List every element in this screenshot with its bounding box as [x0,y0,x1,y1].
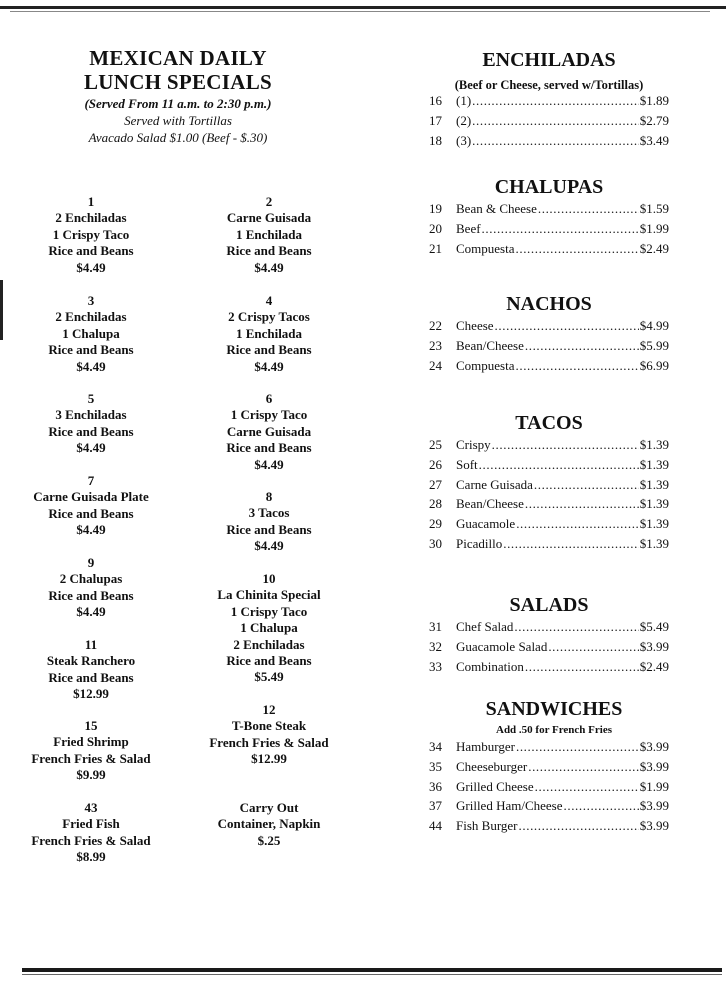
sandwiches-list [429,739,669,838]
combo-line: Rice and Beans [226,653,312,669]
combo-line: 1 Crispy Taco [230,603,308,619]
combo-line: 2 Crispy Tacos [228,309,310,325]
item-price: $1.59 [639,201,669,216]
menu-item [429,201,669,221]
dot-leader [503,536,639,552]
combo-price: $4.49 [254,259,284,275]
menu-item [429,113,669,133]
item-name: Bean/Cheese [456,496,524,512]
dot-leader [516,358,639,374]
combo-3 [22,293,160,375]
dot-leader [548,639,638,655]
combo-line: La Chinita Special [217,587,321,603]
item-name: Hamburger [456,739,515,754]
combo-2 [200,194,338,276]
combo-line: Rice and Beans [226,521,312,537]
dot-leader [516,241,639,257]
bottom-border-rule [22,968,722,972]
item-name: Picadillo [456,535,503,551]
specials-hours: (Served From 11 a.m. to 2:30 p.m.) [84,96,272,111]
enchiladas-subtitle: (Beef or Cheese, served w/Tortillas) [454,78,644,92]
item-name: (2) [456,112,472,128]
menu-item [429,338,669,358]
combo-line: Rice and Beans [48,669,134,685]
specials-served-with: Served with Tortillas [124,113,232,128]
item-number: 44 [429,818,442,834]
item-number: 16 [429,93,442,108]
item-number: 19 [429,201,442,216]
chalupas-title: CHALUPAS [494,176,604,198]
combo-number: 11 [84,637,98,652]
item-price: $1.99 [639,220,669,236]
menu-item [429,818,669,838]
combo-line: Rice and Beans [48,505,134,521]
carry-out-line: Container, Napkin [217,816,321,832]
item-price: $5.49 [639,619,669,634]
combo-15 [14,718,168,784]
item-name: Grilled Ham/Cheese [456,798,563,814]
combo-line: Fried Shrimp [53,734,129,750]
combo-price: $8.99 [76,849,106,865]
menu-item [429,759,669,779]
menu-item [429,639,669,659]
combo-number: 7 [87,473,95,488]
combo-4 [200,293,338,375]
item-number: 23 [429,337,442,353]
item-number: 35 [429,758,442,774]
combo-1 [22,194,160,276]
enchiladas-title: ENCHILADAS [482,49,616,71]
specials-header [30,46,326,146]
item-name: Chef Salad [456,619,514,634]
item-name: Beef [456,220,481,236]
dot-leader [482,221,639,237]
dot-leader [564,798,639,814]
combo-price: $4.49 [76,358,106,374]
combo-line: Fried Fish [62,816,120,832]
dot-leader [519,818,639,834]
dot-leader [525,659,639,675]
item-number: 21 [429,240,442,256]
item-name: Bean/Cheese [456,337,524,353]
combo-line: Rice and Beans [48,587,134,603]
combo-number: 2 [265,194,273,209]
sandwiches-note: Add .50 for French Fries [496,724,612,736]
combo-price: $5.49 [254,669,284,685]
combo-line: 1 Chalupa [62,325,120,341]
combo-line: Steak Ranchero [46,653,136,669]
combo-9 [22,555,160,621]
item-number: 26 [429,456,442,472]
combo-number: 43 [84,800,98,815]
bottom-border-rule-thin [22,974,722,975]
menu-item [429,358,669,378]
menu-item [429,477,669,497]
top-border-rule-thin [10,11,710,12]
item-price: $3.99 [639,638,669,654]
sandwiches-title: SANDWICHES [485,698,623,720]
item-price: $2.49 [639,658,669,674]
combo-line: Rice and Beans [226,243,312,259]
combo-number: 10 [262,571,276,586]
dot-leader [479,457,639,473]
item-name: Combination [456,658,524,674]
item-number: 27 [429,476,442,492]
menu-item [429,798,669,818]
menu-item [429,739,669,759]
item-name: Guacamole [456,516,516,532]
combo-5 [22,391,160,457]
dot-leader [472,113,639,129]
combo-number: 12 [262,702,276,717]
item-name: Soft [456,456,478,472]
menu-item [429,496,669,516]
item-price: $2.79 [639,112,669,128]
carry-out [196,800,342,849]
salads-title: SALADS [509,594,589,616]
item-number: 25 [429,437,442,452]
menu-item [429,93,669,113]
combo-line: French Fries & Salad [209,734,329,750]
item-number: 36 [429,778,442,794]
item-price: $2.49 [639,240,669,256]
item-number: 32 [429,638,442,654]
item-price: $3.99 [639,758,669,774]
menu-item [429,457,669,477]
item-name: Cheeseburger [456,758,528,774]
dot-leader [516,739,639,755]
combo-price: $4.49 [76,522,106,538]
combo-line: French Fries & Salad [31,832,151,848]
item-number: 29 [429,516,442,532]
combo-line: Rice and Beans [48,342,134,358]
item-name: Guacamole Salad [456,638,548,654]
combo-number: 3 [87,293,95,308]
item-number: 22 [429,318,442,333]
combo-line: 2 Enchiladas [233,636,305,652]
combo-number: 9 [87,555,95,570]
combo-number: 4 [265,293,273,308]
dot-leader [534,477,639,493]
item-name: (3) [456,132,472,148]
tacos-list [429,437,669,556]
combo-line: Carne Guisada [226,210,312,226]
item-price: $1.39 [639,456,669,472]
combo-price: $12.99 [73,686,109,702]
dot-leader [528,759,639,775]
combo-price: $4.49 [76,440,106,456]
combo-number: 8 [265,489,273,504]
item-name: Bean & Cheese [456,201,537,216]
menu-item [429,241,669,261]
menu-item [429,779,669,799]
combo-price: $12.99 [251,751,287,767]
item-name: Compuesta [456,357,515,373]
combo-price: $4.49 [254,538,284,554]
dot-leader [495,318,639,334]
nachos-title: NACHOS [506,293,592,315]
item-price: $4.99 [639,318,669,333]
menu-item [429,659,669,679]
combo-price: $4.49 [76,259,106,275]
item-name: Grilled Cheese [456,778,534,794]
dot-leader [535,779,639,795]
salads-list [429,619,669,678]
item-name: (1) [456,93,472,108]
nachos-list [429,318,669,377]
combo-number: 1 [87,194,95,209]
combo-line: 1 Crispy Taco [230,407,308,423]
combo-7 [14,473,168,539]
combo-11 [22,637,160,703]
item-price: $3.99 [639,798,669,814]
combo-line: 1 Enchilada [235,226,303,242]
item-number: 24 [429,357,442,373]
specials-title-line1: MEXICAN DAILY [89,46,267,70]
item-number: 33 [429,658,442,674]
specials-avocado-note: Avacado Salad $1.00 (Beef - $.30) [88,130,268,145]
menu-item [429,619,669,639]
combo-line: 1 Crispy Taco [52,226,130,242]
carry-out-price: $.25 [257,832,281,848]
combo-price: $4.49 [254,456,284,472]
item-number: 28 [429,496,442,512]
chalupas-list [429,201,669,260]
item-price: $1.99 [639,778,669,794]
combo-43 [14,800,168,866]
combo-line: French Fries & Salad [31,750,151,766]
combo-number: 5 [87,391,95,406]
combo-line: Rice and Beans [226,440,312,456]
dot-leader [472,93,639,109]
combo-line: Rice and Beans [226,342,312,358]
item-number: 34 [429,739,442,754]
menu-item [429,536,669,556]
combo-line: 1 Enchilada [235,325,303,341]
item-price: $1.39 [639,496,669,512]
item-price: $3.99 [639,818,669,834]
item-name: Carne Guisada [456,476,533,492]
item-price: $1.39 [639,437,669,452]
menu-item [429,516,669,536]
item-name: Cheese [456,318,494,333]
item-price: $1.39 [639,476,669,492]
item-number: 18 [429,132,442,148]
combo-price: $4.49 [254,358,284,374]
menu-item [429,133,669,153]
item-price: $1.89 [639,93,669,108]
combo-price: $4.49 [76,604,106,620]
menu-item [429,437,669,457]
item-number: 37 [429,798,442,814]
combo-6 [200,391,338,473]
combo-12 [196,702,342,768]
combo-line: 2 Enchiladas [55,309,127,325]
dot-leader [538,201,639,217]
dot-leader [514,619,638,635]
menu-item [429,318,669,338]
item-price: $3.99 [639,739,669,754]
combo-line: Carne Guisada Plate [33,489,149,505]
item-name: Crispy [456,437,491,452]
combo-10 [196,571,342,686]
item-price: $3.49 [639,132,669,148]
item-name: Fish Burger [456,818,518,834]
top-border-rule [0,6,726,9]
item-name: Compuesta [456,240,515,256]
menu-item [429,221,669,241]
combo-line: Carne Guisada [226,423,312,439]
combo-line: 2 Enchiladas [55,210,127,226]
item-number: 30 [429,535,442,551]
specials-title-line2: LUNCH SPECIALS [84,70,272,94]
left-edge-mark [0,280,3,340]
tacos-title: TACOS [515,412,583,434]
combo-number: 6 [265,391,273,406]
item-number: 31 [429,619,442,634]
combo-line: 3 Enchiladas [55,407,127,423]
combo-line: T-Bone Steak [231,718,307,734]
combo-number: 15 [84,718,98,733]
item-price: $1.39 [639,535,669,551]
dot-leader [525,338,639,354]
item-price: $5.99 [639,337,669,353]
combo-line: Rice and Beans [48,423,134,439]
dot-leader [516,516,639,532]
dot-leader [472,133,639,149]
item-number: 17 [429,112,442,128]
carry-out-line: Carry Out [239,800,299,815]
combo-line: 3 Tacos [248,505,290,521]
combo-8 [200,489,338,555]
combo-line: 1 Chalupa [240,620,298,636]
enchiladas-list [429,93,669,152]
combo-line: 2 Chalupas [59,571,123,587]
item-price: $1.39 [639,516,669,532]
item-price: $6.99 [639,357,669,373]
combo-line: Rice and Beans [48,243,134,259]
dot-leader [525,496,639,512]
combo-price: $9.99 [76,767,106,783]
dot-leader [492,437,639,453]
item-number: 20 [429,220,442,236]
